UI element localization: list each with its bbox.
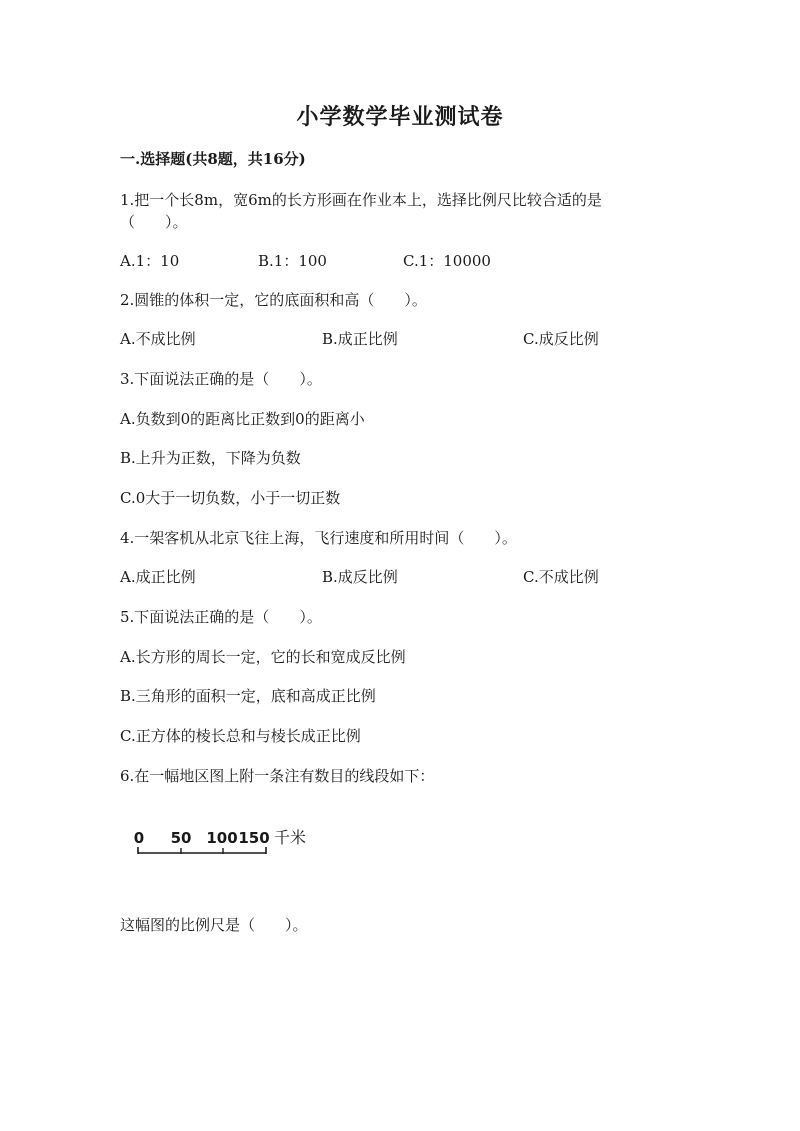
- q4-option-b: B.成反比例: [322, 568, 398, 586]
- scale-label-50: 50: [170, 829, 192, 847]
- q1-option-c: C.1：10000: [403, 252, 491, 270]
- scale-bar-figure: [132, 824, 332, 864]
- q5-stem: 5.下面说法正确的是（ ）。: [120, 608, 322, 626]
- scale-label-100: 100: [206, 829, 238, 847]
- q1-option-a: A.1：10: [120, 252, 180, 270]
- q1-stem-line1: 1.把一个长8m，宽6m的长方形画在作业本上，选择比例尺比较合适的是: [120, 191, 602, 209]
- q3-stem: 3.下面说法正确的是（ ）。: [120, 370, 322, 388]
- q5-option-c: C.正方体的棱长总和与棱长成正比例: [120, 727, 361, 745]
- q3-option-b: B.上升为正数，下降为负数: [120, 449, 301, 467]
- scale-label-0: 0: [133, 829, 145, 847]
- q1-option-b: B.1：100: [258, 252, 327, 270]
- q3-option-a: A.负数到0的距离比正数到0的距离小: [120, 410, 365, 428]
- q4-option-c: C.不成比例: [523, 568, 599, 586]
- q2-stem: 2.圆锥的体积一定，它的底面积和高（ ）。: [120, 291, 427, 309]
- q3-option-c: C.0大于一切负数，小于一切正数: [120, 489, 341, 507]
- section-heading: 一.选择题(共8题，共16分): [120, 150, 306, 168]
- q4-stem: 4.一架客机从北京飞往上海，飞行速度和所用时间（ ）。: [120, 529, 517, 547]
- q2-option-b: B.成正比例: [322, 330, 398, 348]
- q4-option-a: A.成正比例: [120, 568, 196, 586]
- q2-option-a: A.不成比例: [120, 330, 196, 348]
- scale-unit: 千米: [274, 828, 307, 847]
- scale-label-150: 150: [238, 829, 270, 847]
- q6-stem: 6.在一幅地区图上附一条注有数目的线段如下：: [120, 767, 435, 785]
- q1-stem-line2: （ ）。: [120, 213, 188, 231]
- page-title: 小学数学毕业测试卷: [296, 104, 504, 130]
- q6-follow-up: 这幅图的比例尺是（ ）。: [120, 916, 308, 934]
- q5-option-a: A.长方形的周长一定，它的长和宽成反比例: [120, 648, 406, 666]
- q5-option-b: B.三角形的面积一定，底和高成正比例: [120, 687, 376, 705]
- q2-option-c: C.成反比例: [523, 330, 599, 348]
